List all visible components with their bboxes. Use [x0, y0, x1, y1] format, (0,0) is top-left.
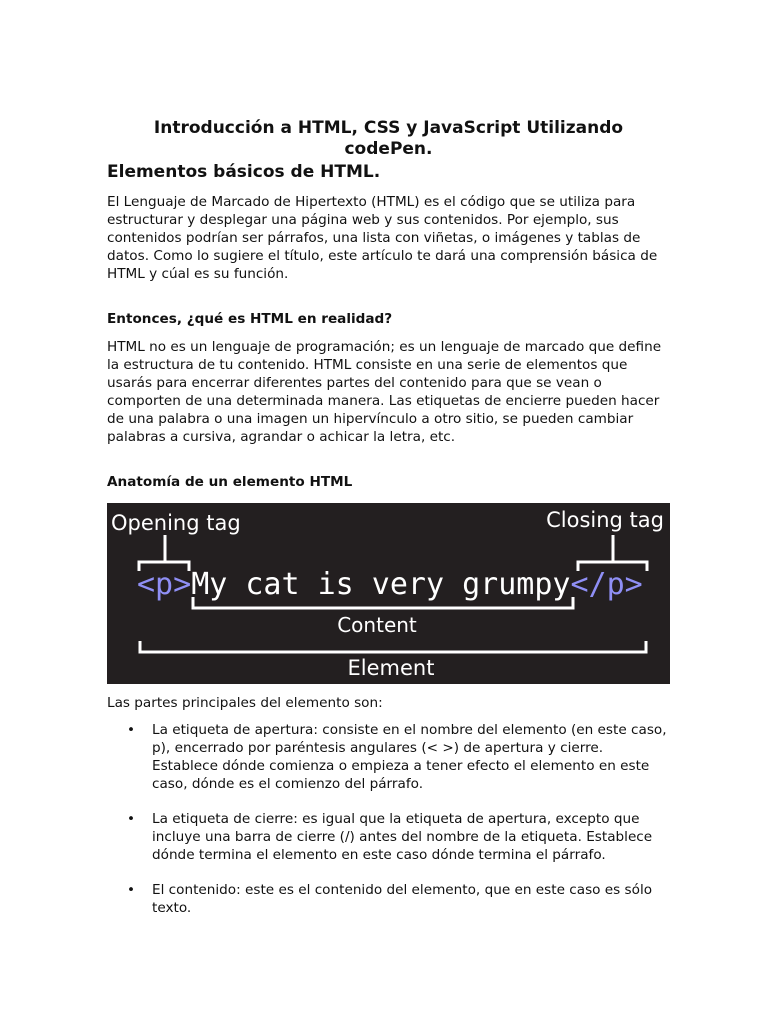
bullet-icon: • — [127, 811, 136, 827]
bullet-icon: • — [127, 882, 136, 898]
list-item-text: La etiqueta de cierre: es igual que la etiqueta de apertura, excepto que incluye una barra de cierre (/) antes del nombre de la etiqueta. Establece dónde termina el elemento en este caso dónde termina el párrafo. — [152, 811, 653, 863]
document-page — [107, 118, 670, 934]
list-item — [107, 881, 670, 917]
content-label: Content — [337, 613, 417, 637]
anatomy-heading: Anatomía de un elemento HTML — [107, 474, 353, 490]
question-paragraph: HTML no es un lenguaje de programación; es un lenguaje de marcado que define la estructura de tu contenido. HTML consiste en una serie de elementos que usarás para encerrar diferentes partes del contenido para que se vean o comporten de una determinada manera. Las etiquetas de encierre pueden hacer de una palabra o una imagen un hipervínculo a otro sitio, se pueden cambiar palabras a cursiva, agrandar o achicar la letra, etc. — [107, 339, 662, 445]
anatomy-diagram — [107, 503, 670, 684]
element-label: Element — [347, 656, 435, 680]
document-title: Introducción a HTML, CSS y JavaScript Utilizando codePen. — [153, 118, 624, 159]
question-heading: Entonces, ¿qué es HTML en realidad? — [107, 311, 393, 327]
opening-tag-label: Opening tag — [111, 511, 241, 535]
element-bracket — [140, 641, 646, 652]
list-item-text: El contenido: este es el contenido del elemento, que en este caso es sólo texto. — [152, 882, 653, 916]
closing-tag-bracket — [578, 535, 647, 571]
bullet-icon: • — [127, 722, 136, 738]
parts-intro: Las partes principales del elemento son: — [107, 695, 383, 711]
list-item — [107, 721, 670, 793]
closing-tag-label: Closing tag — [546, 508, 664, 532]
html-element-anatomy-figure — [107, 503, 670, 684]
content-code: My cat is very grumpy — [191, 567, 571, 602]
section-heading: Elementos básicos de HTML. — [107, 162, 381, 182]
close-tag-code: </p> — [570, 567, 643, 602]
open-tag-code: <p> — [137, 567, 192, 602]
intro-paragraph: El Lenguaje de Marcado de Hipertexto (HTML) es el código que se utiliza para estructurar y desplegar una página web y sus contenidos. Por ejemplo, sus contenidos podrían ser párrafos, una lista con viñetas, o imágenes y tablas de datos. Como lo sugiere el título, este artículo te dará una comprensión básica de HTML y cúal es su función. — [107, 194, 658, 282]
list-item — [107, 810, 670, 864]
code-line — [137, 567, 643, 602]
list-item-text: La etiqueta de apertura: consiste en el nombre del elemento (en este caso, p), encerrado por paréntesis angulares (< >) de apertura y cierre. Establece dónde comienza o empieza a tener efecto el elemento en este caso, dónde es el comienzo del párrafo. — [152, 722, 667, 792]
parts-list — [107, 721, 670, 917]
opening-tag-bracket — [139, 535, 189, 571]
